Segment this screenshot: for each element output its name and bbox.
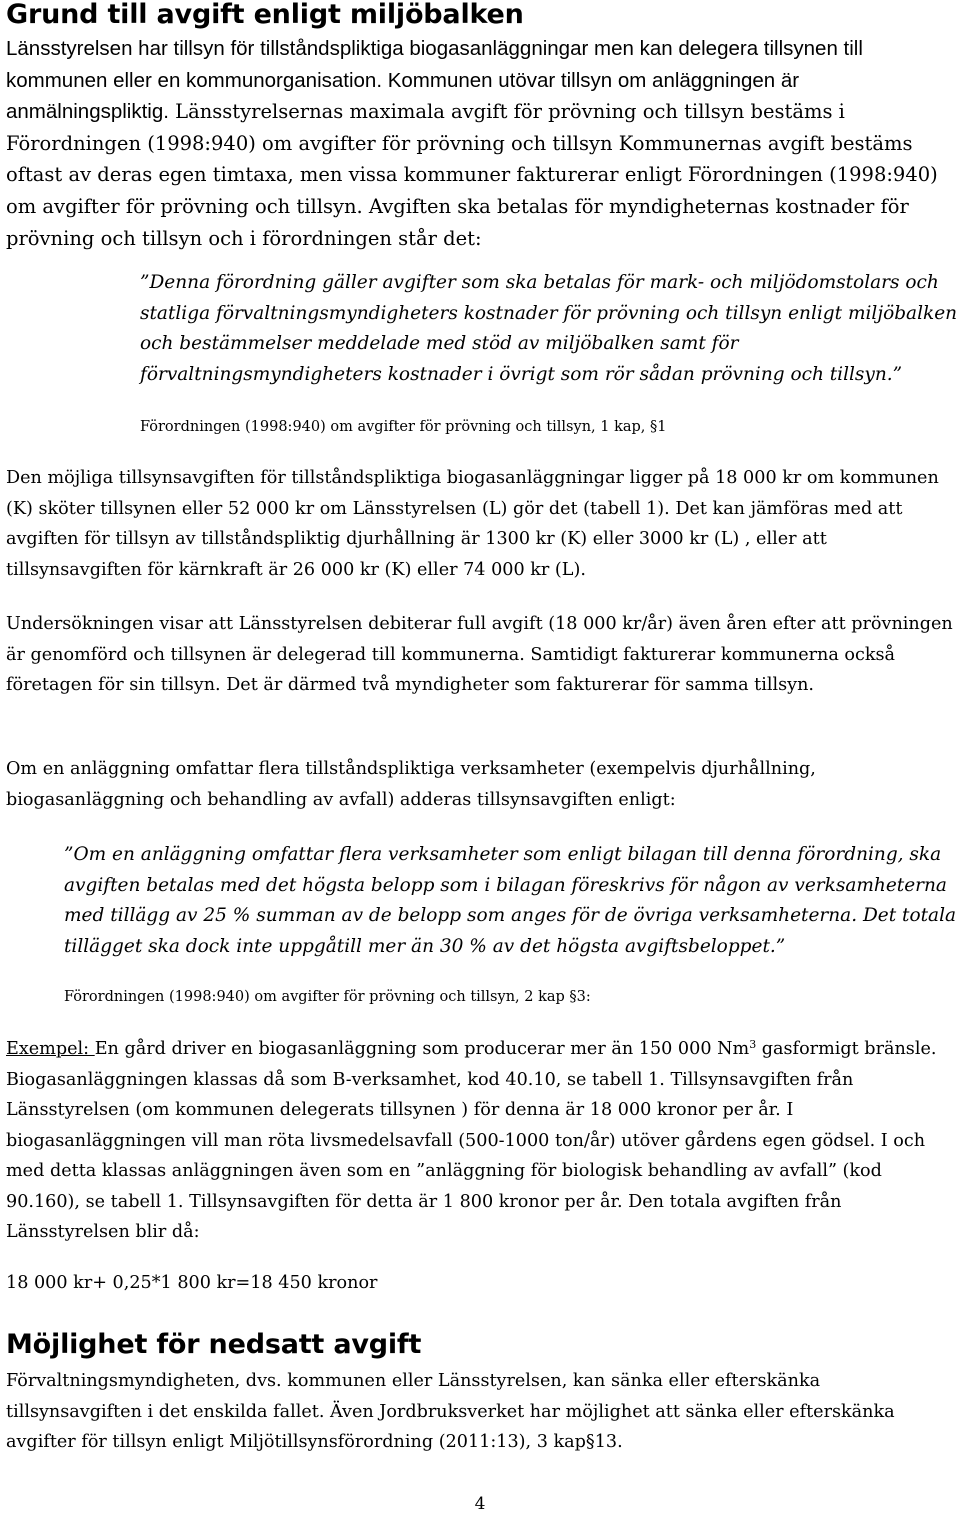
quote-forordning-2kap: ”Om en anläggning omfattar flera verksamheter som enligt bilagan till denna förordning, ska avgiften betalas med det högsta belopp som i bilagan föreskrivs för någon av verksamheterna med tillägg av 25 % summan av de belopp som anges för de övriga verksamheterna. Det totala tillägget ska dock inte uppgåtill mer än 30 % av det högsta avgiftsbeloppet.” (64, 844, 957, 957)
section-heading-nedsatt-avgift: Möjlighet för nedsatt avgift (6, 1329, 422, 1360)
example-formula: 18 000 kr+ 0,25*1 800 kr=18 450 kronor (6, 1273, 378, 1293)
paragraph-tillsynsavgift: Den möjliga tillsynsavgiften för tillståndspliktiga biogasanläggningar ligger på 18 000 kr om kommunen (K) sköter tillsynen eller 52 000 kr om Länsstyrelsen (L) gör det (tabell 1). Det kan jämföras med att avgiften för tillsyn av tillståndspliktig djurhållning är 1300 kr (K) eller 3000 kr (L) , eller att tillsynsavgiften för kärnkraft är 26 000 kr (K) eller 74 000 kr (L). (6, 468, 939, 580)
page-number: 4 (474, 1494, 486, 1514)
citation-1kap: Förordningen (1998:940) om avgifter för prövning och tillsyn, 1 kap, §1 (140, 419, 667, 435)
intro-sans-text: Länsstyrelsen har tillsyn för tillståndspliktiga biogasanläggningar men kan delegera tillsynen till kommunen eller en kommunorganisation. Kommunen utövar tillsyn om anläggningen är anmälningspliktig. (6, 37, 863, 124)
section-heading-avgift: Grund till avgift enligt miljöbalken (6, 0, 524, 30)
intro-paragraph (6, 34, 958, 255)
example-paragraph (6, 1034, 958, 1248)
example-text-b: gasformigt bränsle. Biogasanläggningen klassas då som B-verksamhet, kod 40.10, se tabell 1. Tillsynsavgiften från Länsstyrelsen (om kommunen delegerats tillsynen ) för denna är 18 000 kronor per år. I biogasanläggningen vill man röta livsmedelsavfall (500-1000 ton/år) utöver gårdens egen gödsel. I och med detta klassas anläggningen även som en ”anläggning för biologisk behandling av avfall” (kod 90.160), se tabell 1. Tillsynsavgiften för detta är 1 800 kronor per år. Den totala avgiften från Länsstyrelsen blir då: (6, 1039, 937, 1242)
paragraph-flera-verksamheter: Om en anläggning omfattar flera tillståndspliktiga verksamheter (exempelvis djurhållning, biogasanläggning och behandling av avfall) adderas tillsynsavgiften enligt: (6, 759, 816, 810)
paragraph-undersokning: Undersökningen visar att Länsstyrelsen debiterar full avgift (18 000 kr/år) även åren efter att prövningen är genomförd och tillsynen är delegerad till kommunerna. Samtidigt fakturerar kommunerna också företagen för sin tillsyn. Det är därmed två myndigheter som fakturerar för samma tillsyn. (6, 614, 953, 695)
quote-forordning-1kap: ”Denna förordning gäller avgifter som ska betalas för mark- och miljödomstolars och statliga förvaltningsmyndigheters kostnader för prövning och tillsyn enligt miljöbalken och bestämmelser meddelade med stöd av miljöbalken samt för förvaltningsmyndigheters kostnader i övrigt som rör sådan prövning och tillsyn.” (140, 272, 958, 385)
paragraph-nedsatt-avgift: Förvaltningsmyndigheten, dvs. kommunen eller Länsstyrelsen, kan sänka eller efterskänka tillsynsavgiften i det enskilda fallet. Även Jordbruksverket har möjlighet att sänka eller efterskänka avgifter för tillsyn enligt Miljötillsynsförordning (2011:13), 3 kap§13. (6, 1371, 895, 1452)
example-superscript: 3 (749, 1038, 757, 1051)
example-label: Exempel: (6, 1039, 95, 1059)
citation-2kap: Förordningen (1998:940) om avgifter för prövning och tillsyn, 2 kap §3: (64, 989, 591, 1005)
example-text-a: En gård driver en biogasanläggning som producerar mer än 150 000 Nm (94, 1039, 750, 1059)
intro-serif-text: Länsstyrelsernas maximala avgift för prövning och tillsyn bestäms i Förordningen (1998:940) om avgifter för prövning och tillsyn Kommunernas avgift bestäms oftast av deras egen timtaxa, men vissa kommuner fakturerar enligt Förordningen (1998:940) om avgifter för prövning och tillsyn. Avgiften ska betalas för myndigheternas kostnader för prövning och tillsyn och i förordningen står det: (6, 100, 938, 250)
